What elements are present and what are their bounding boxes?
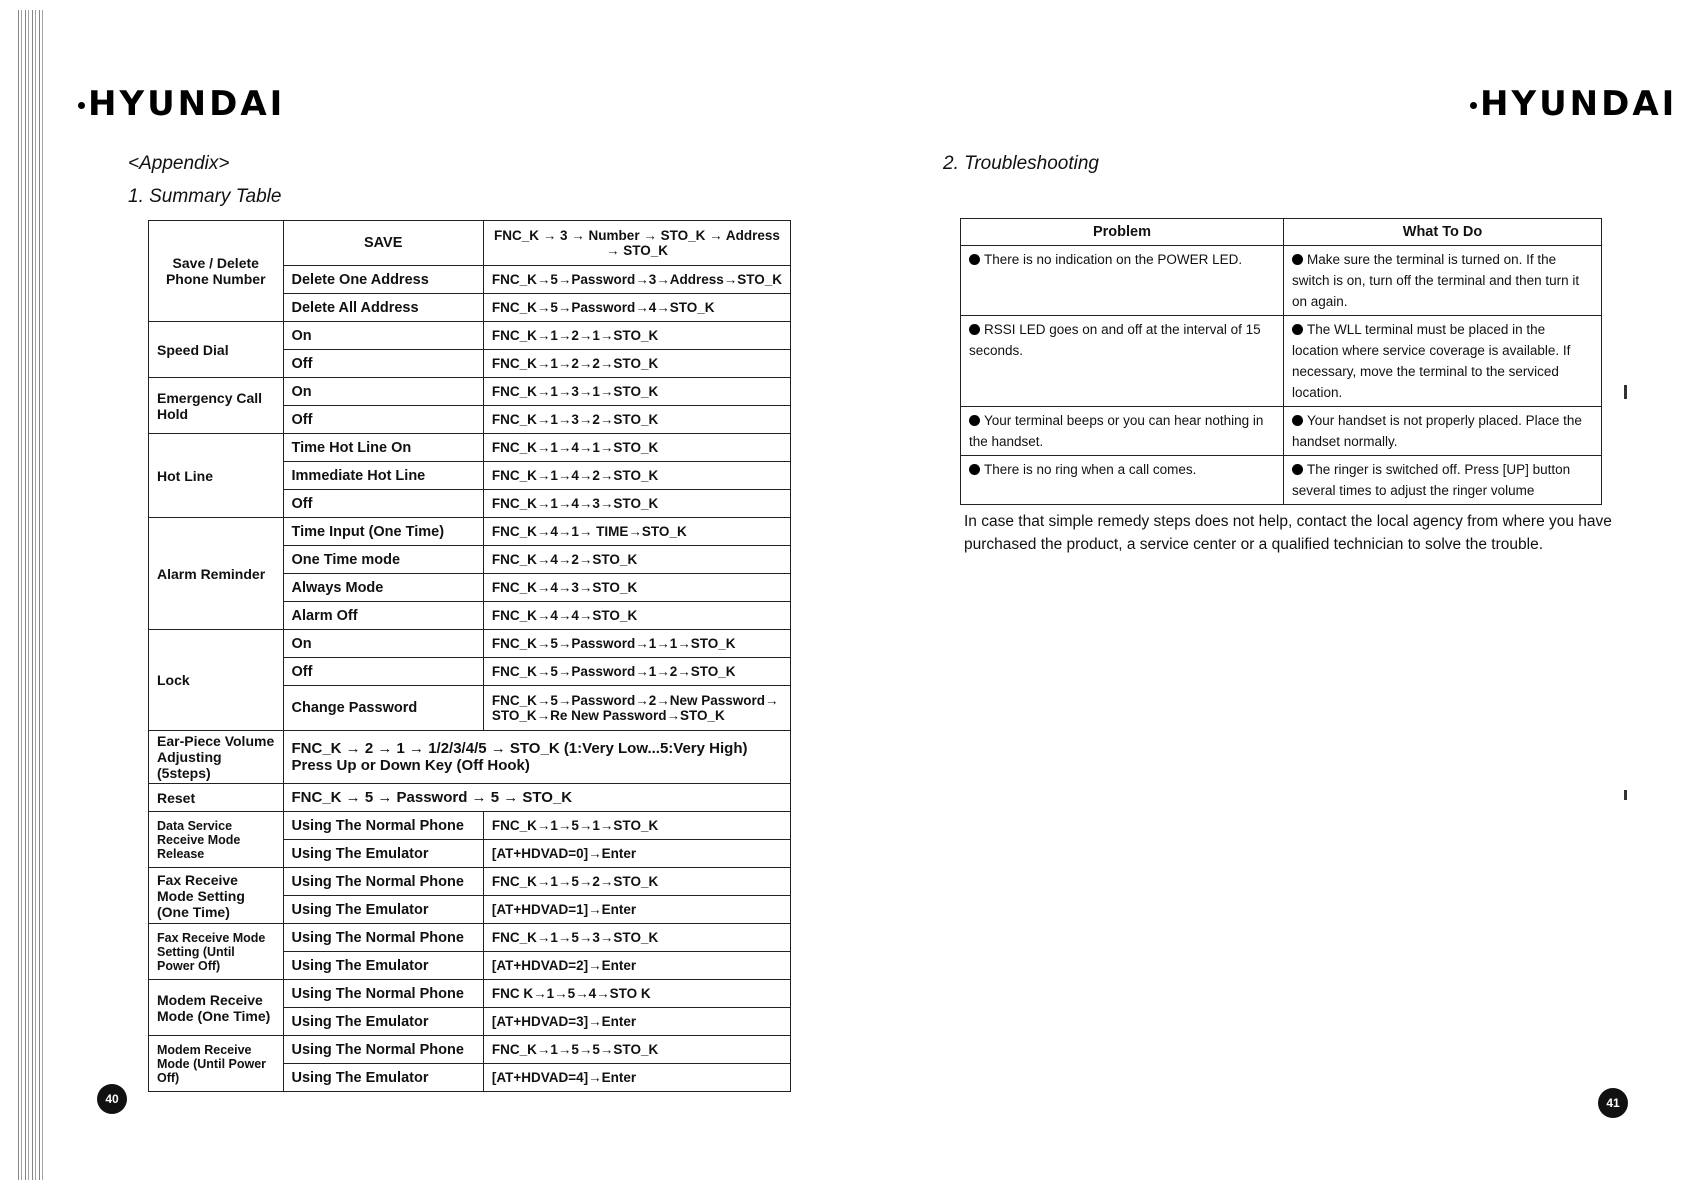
command-cell: FNC_K→1→4→1→STO_K	[483, 434, 790, 462]
hyundai-logo-right	[1470, 84, 1677, 124]
command-cell: [AT+HDVAD=1]→Enter	[483, 896, 790, 924]
what-to-do-header: What To Do	[1284, 219, 1602, 246]
table-row	[149, 731, 791, 784]
table-row	[149, 980, 791, 1008]
hyundai-logo-left	[78, 84, 285, 124]
option-cell: On	[283, 378, 483, 406]
command-cell: FNC_K → 5 → Password → 5 → STO_K	[283, 784, 791, 812]
command-cell: FNC K→1→5→4→STO K	[483, 980, 790, 1008]
problem-cell	[961, 407, 1284, 456]
command-cell: [AT+HDVAD=4]→Enter	[483, 1064, 790, 1092]
category-cell: Hot Line	[149, 434, 284, 518]
remedy-cell	[1284, 316, 1602, 407]
option-cell: SAVE	[283, 221, 483, 266]
category-cell: Emergency Call Hold	[149, 378, 284, 434]
option-cell: Change Password	[283, 686, 483, 731]
problem-text: Your terminal beeps or you can hear nothing in the handset.	[969, 413, 1264, 449]
command-cell: [AT+HDVAD=2]→Enter	[483, 952, 790, 980]
table-row	[149, 221, 791, 266]
option-cell: Using The Normal Phone	[283, 1036, 483, 1064]
problem-text: There is no ring when a call comes.	[984, 462, 1197, 477]
category-cell: Fax Receive Mode Setting (Until Power Off)	[149, 924, 284, 980]
category-cell: Fax Receive Mode Setting (One Time)	[149, 868, 284, 924]
summary-table-title: 1. Summary Table	[128, 186, 282, 207]
command-cell: FNC_K→1→5→5→STO_K	[483, 1036, 790, 1064]
troubleshooting-table	[960, 218, 1602, 505]
category-cell: Save / Delete Phone Number	[149, 221, 284, 322]
option-cell: Immediate Hot Line	[283, 462, 483, 490]
command-cell: FNC_K→5→Password→1→2→STO_K	[483, 658, 790, 686]
logo-text: HYUNDAI	[88, 84, 286, 124]
command-cell: FNC_K→1→5→2→STO_K	[483, 868, 790, 896]
option-cell: Using The Emulator	[283, 1008, 483, 1036]
option-cell: On	[283, 630, 483, 658]
category-cell: Speed Dial	[149, 322, 284, 378]
table-row	[149, 868, 791, 896]
table-header-row	[961, 219, 1602, 246]
table-row	[149, 630, 791, 658]
option-cell: Time Hot Line On	[283, 434, 483, 462]
option-cell: Time Input (One Time)	[283, 518, 483, 546]
option-cell: Alarm Off	[283, 602, 483, 630]
problem-text: RSSI LED goes on and off at the interval of 15 seconds.	[969, 322, 1261, 358]
bullet-icon	[1292, 254, 1303, 265]
option-cell: Using The Emulator	[283, 952, 483, 980]
command-cell: FNC_K → 3 → Number → STO_K → Address → STO_K	[483, 221, 790, 266]
troubleshooting-title: 2. Troubleshooting	[943, 153, 1099, 174]
help-note: In case that simple remedy steps does not help, contact the local agency from where you have purchased the product, a service center or a qualified technician to solve the trouble.	[964, 513, 1612, 553]
command-cell: FNC_K→1→5→3→STO_K	[483, 924, 790, 952]
remedy-text: Your handset is not properly placed. Place the handset normally.	[1292, 413, 1582, 449]
option-cell: Using The Normal Phone	[283, 980, 483, 1008]
scan-mark	[1624, 790, 1627, 800]
option-cell: Using The Emulator	[283, 896, 483, 924]
remedy-text: The ringer is switched off. Press [UP] button several times to adjust the ringer volume	[1292, 462, 1571, 498]
summary-table	[148, 220, 791, 1092]
table-row	[149, 378, 791, 406]
table-row	[149, 784, 791, 812]
bullet-icon	[969, 254, 980, 265]
remedy-cell	[1284, 407, 1602, 456]
command-cell: FNC_K→5→Password→3→Address→STO_K	[483, 266, 790, 294]
remedy-cell	[1284, 456, 1602, 505]
binding-edge	[18, 10, 44, 1180]
option-cell: Using The Emulator	[283, 840, 483, 868]
table-row	[149, 434, 791, 462]
command-cell: FNC_K→5→Password→4→STO_K	[483, 294, 790, 322]
table-row	[149, 812, 791, 840]
option-cell: Using The Normal Phone	[283, 812, 483, 840]
problem-header: Problem	[961, 219, 1284, 246]
table-row	[961, 407, 1602, 456]
problem-cell	[961, 246, 1284, 316]
option-cell: Using The Normal Phone	[283, 924, 483, 952]
command-cell: FNC_K→1→2→1→STO_K	[483, 322, 790, 350]
remedy-cell	[1284, 246, 1602, 316]
option-cell: On	[283, 322, 483, 350]
logo-dot-icon	[1470, 102, 1477, 109]
problem-cell	[961, 456, 1284, 505]
bullet-icon	[1292, 464, 1303, 475]
page-number-right: 41	[1598, 1088, 1628, 1118]
option-cell: Delete All Address	[283, 294, 483, 322]
bullet-icon	[1292, 324, 1303, 335]
bullet-icon	[969, 324, 980, 335]
command-cell: FNC_K→5→Password→1→1→STO_K	[483, 630, 790, 658]
category-cell: Lock	[149, 630, 284, 731]
command-cell: FNC_K→1→4→3→STO_K	[483, 490, 790, 518]
command-cell: [AT+HDVAD=0]→Enter	[483, 840, 790, 868]
command-cell: FNC_K→4→2→STO_K	[483, 546, 790, 574]
logo-dot-icon	[78, 102, 85, 109]
option-cell: Off	[283, 350, 483, 378]
option-cell: Off	[283, 658, 483, 686]
option-cell: Always Mode	[283, 574, 483, 602]
scan-mark	[1624, 385, 1627, 399]
option-cell: Delete One Address	[283, 266, 483, 294]
table-row	[149, 1036, 791, 1064]
bullet-icon	[1292, 415, 1303, 426]
command-cell: FNC_K→1→3→2→STO_K	[483, 406, 790, 434]
appendix-title: <Appendix>	[128, 153, 230, 174]
command-cell: [AT+HDVAD=3]→Enter	[483, 1008, 790, 1036]
bullet-icon	[969, 464, 980, 475]
command-cell: FNC_K → 2 → 1 → 1/2/3/4/5 → STO_K (1:Very Low...5:Very High) Press Up or Down Key (Off Hook)	[283, 731, 791, 784]
bullet-icon	[969, 415, 980, 426]
category-cell: Reset	[149, 784, 284, 812]
command-cell: FNC_K→5→Password→2→New Password→ STO_K→Re New Password→STO_K	[483, 686, 790, 731]
command-cell: FNC_K→1→4→2→STO_K	[483, 462, 790, 490]
command-cell: FNC_K→1→5→1→STO_K	[483, 812, 790, 840]
page-number-left: 40	[97, 1084, 127, 1114]
table-row	[961, 456, 1602, 505]
problem-cell	[961, 316, 1284, 407]
category-cell: Alarm Reminder	[149, 518, 284, 630]
option-cell: One Time mode	[283, 546, 483, 574]
remedy-text: The WLL terminal must be placed in the location where service coverage is available. If necessary, move the terminal to the serviced location.	[1292, 322, 1571, 400]
option-cell: Off	[283, 490, 483, 518]
command-cell: FNC_K→4→4→STO_K	[483, 602, 790, 630]
logo-text: HYUNDAI	[1480, 84, 1678, 124]
category-cell: Modem Receive Mode (Until Power Off)	[149, 1036, 284, 1092]
table-row	[149, 518, 791, 546]
command-cell: FNC_K→1→3→1→STO_K	[483, 378, 790, 406]
problem-text: There is no indication on the POWER LED.	[984, 252, 1243, 267]
category-cell: Ear-Piece Volume Adjusting (5steps)	[149, 731, 284, 784]
table-row	[961, 246, 1602, 316]
table-row	[149, 924, 791, 952]
command-cell: FNC_K→1→2→2→STO_K	[483, 350, 790, 378]
command-cell: FNC_K→4→1→ TIME→STO_K	[483, 518, 790, 546]
option-cell: Using The Normal Phone	[283, 868, 483, 896]
option-cell: Off	[283, 406, 483, 434]
command-cell: FNC_K→4→3→STO_K	[483, 574, 790, 602]
table-row	[149, 322, 791, 350]
option-cell: Using The Emulator	[283, 1064, 483, 1092]
table-row	[961, 316, 1602, 407]
category-cell: Modem Receive Mode (One Time)	[149, 980, 284, 1036]
category-cell: Data Service Receive Mode Release	[149, 812, 284, 868]
remedy-text: Make sure the terminal is turned on. If the switch is on, turn off the terminal and then turn it on again.	[1292, 252, 1580, 309]
